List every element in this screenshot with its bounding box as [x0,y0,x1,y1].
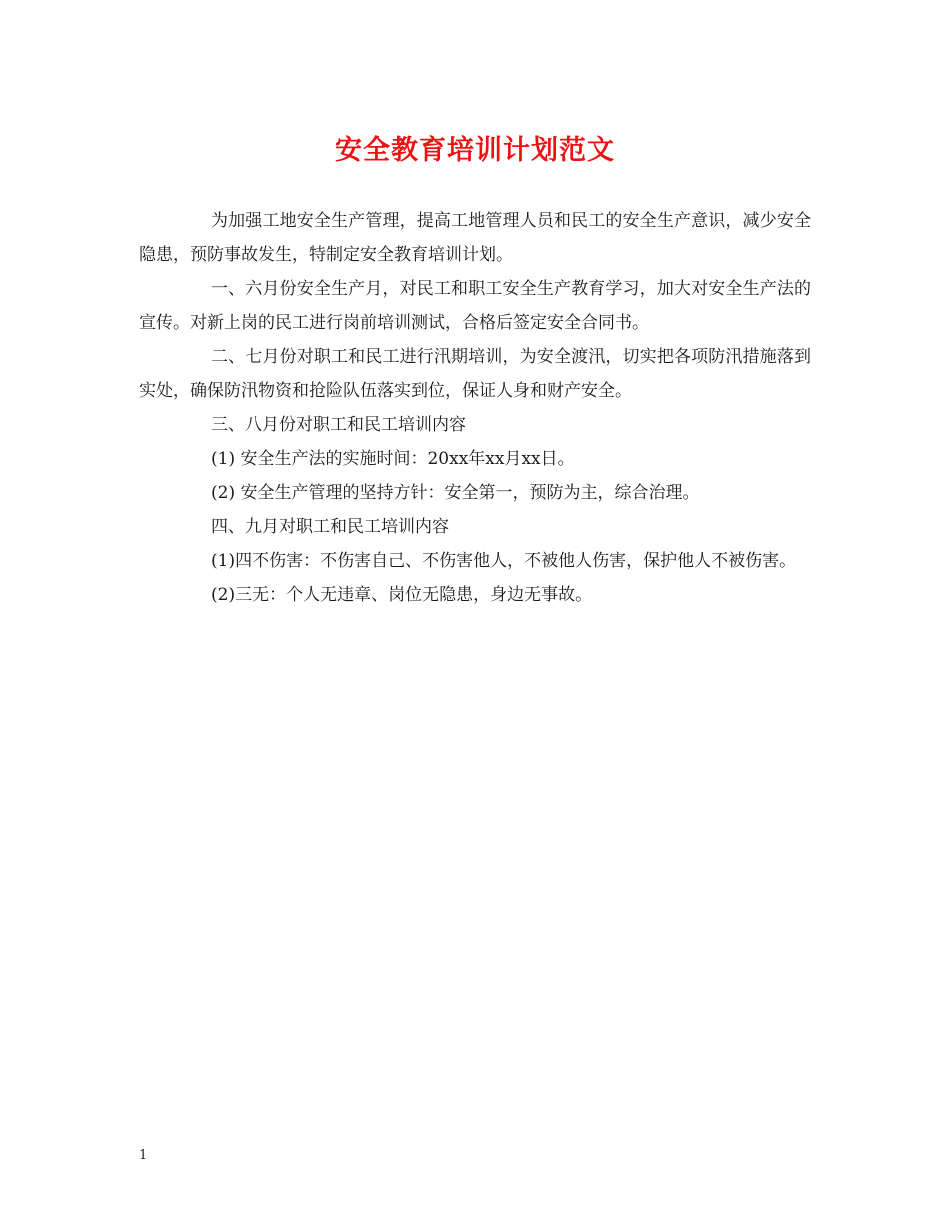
paragraph-september-item-2: (2)三无：个人无违章、岗位无隐患，身边无事故。 [211,585,593,605]
paragraph-august-heading: 三、八月份对职工和民工培训内容 [211,415,466,435]
page-number: 1 [139,1148,148,1163]
paragraph-intro: 为加强工地安全生产管理，提高工地管理人员和民工的安全生产意识，减少安全隐患，预防事故发生，特制定安全教育培训计划。 [139,211,811,265]
paragraph-june: 一、六月份安全生产月，对民工和职工安全生产教育学习，加大对安全生产法的宣传。对新上岗的民工进行岗前培训测试，合格后签定安全合同书。 [139,279,811,333]
paragraph-august-item-1: (1) 安全生产法的实施时间：20xx年xx月xx日。 [211,449,575,469]
paragraph-september-heading: 四、九月对职工和民工培训内容 [211,517,449,537]
paragraph-august-item-2: (2) 安全生产管理的坚持方针：安全第一，预防为主，综合治理。 [211,483,700,503]
document-title: 安全教育培训计划范文 [335,135,615,166]
paragraph-september-item-1: (1)四不伤害：不伤害自己、不伤害他人，不被他人伤害，保护他人不被伤害。 [211,551,797,571]
paragraph-july: 二、七月份对职工和民工进行汛期培训，为安全渡汛，切实把各项防汛措施落到实处，确保防汛物资和抢险队伍落实到位，保证人身和财产安全。 [139,347,811,401]
document-body [139,204,811,612]
